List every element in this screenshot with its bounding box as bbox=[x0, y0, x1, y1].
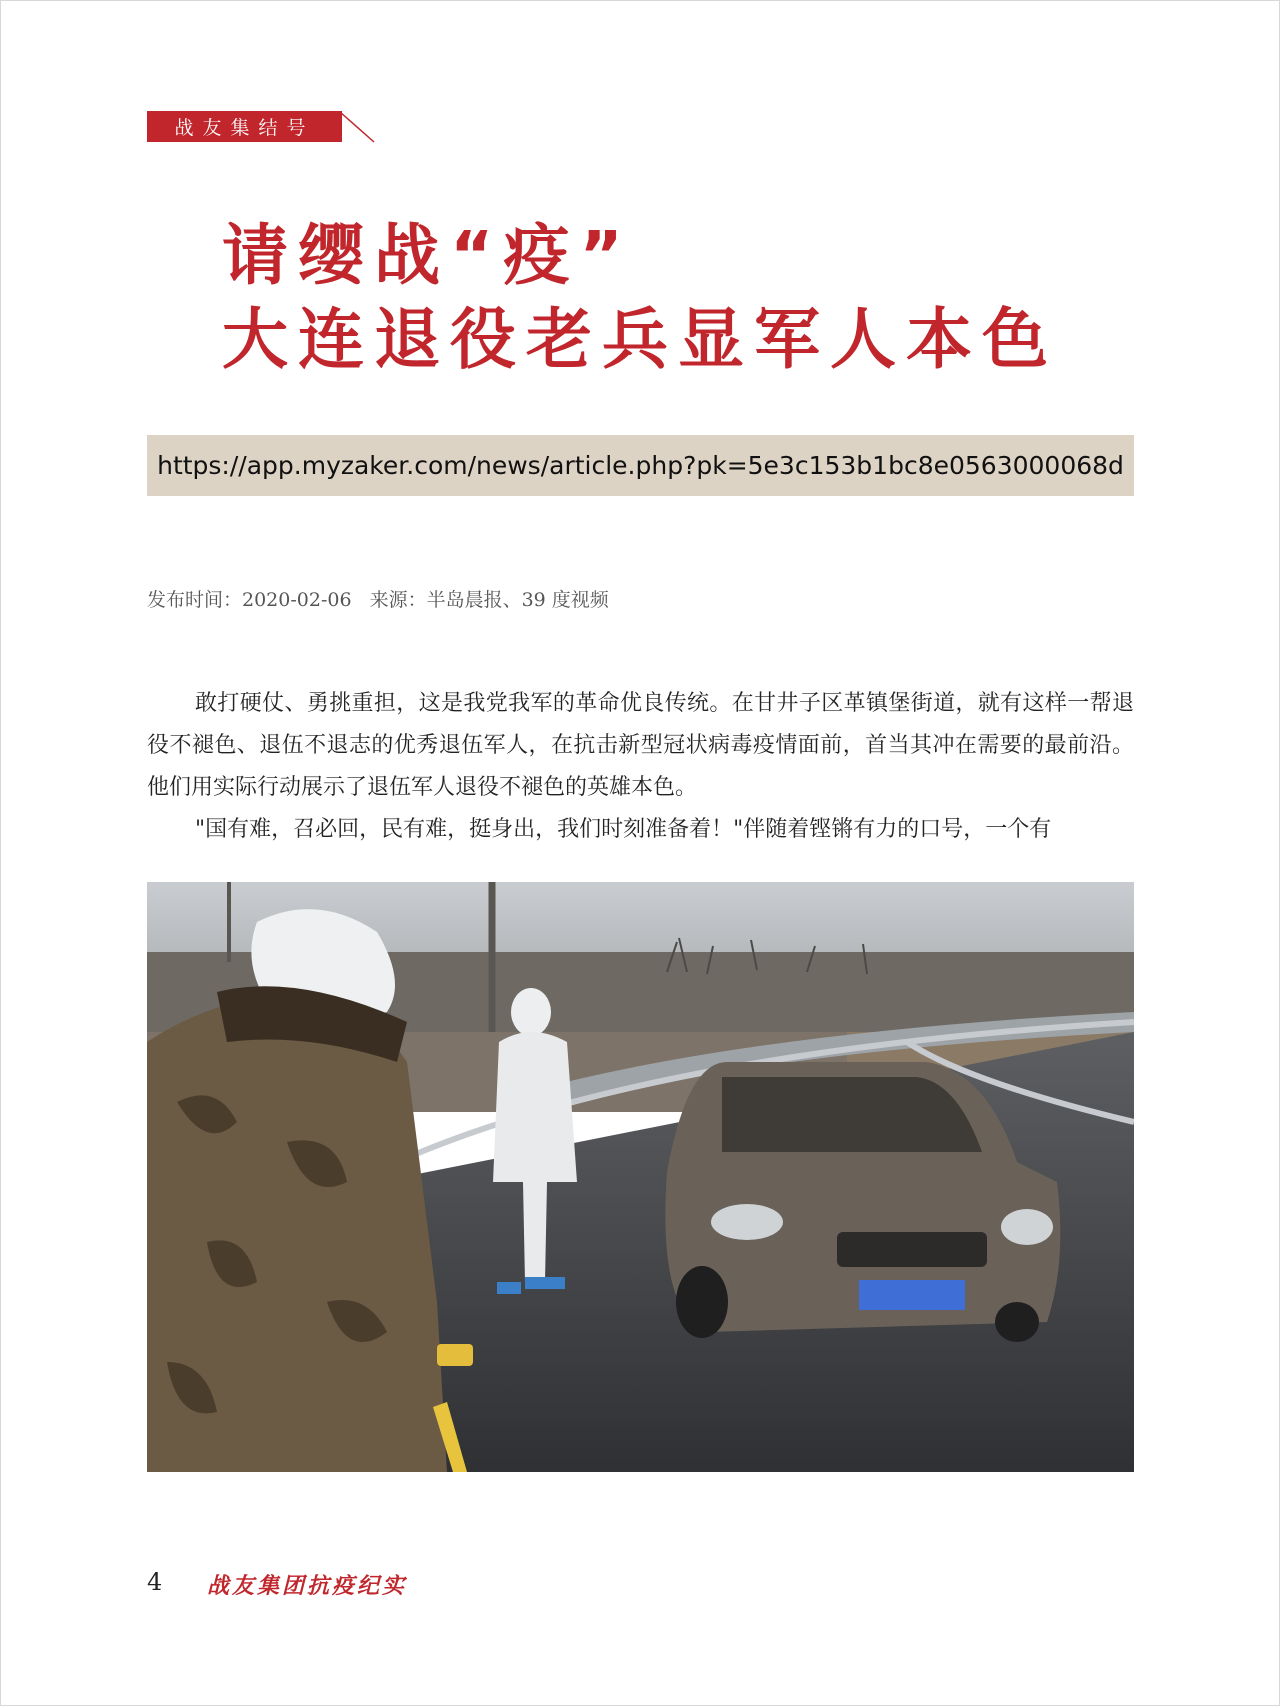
article-body bbox=[147, 683, 1134, 851]
page-number: 4 bbox=[147, 1568, 163, 1596]
title-line-2: 大连退役老兵显军人本色 bbox=[222, 301, 1058, 378]
paragraph: 敢打硬仗、勇挑重担，这是我党我军的革命优良传统。在甘井子区革镇堡街道，就有这样一帮退役不褪色、退伍不退志的优秀退伍军人，在抗击新型冠状病毒疫情面前，首当其冲在需要的最前沿。他们用实际行动展示了退伍军人退役不褪色的英雄本色。 bbox=[147, 691, 1134, 800]
article-meta bbox=[147, 585, 609, 612]
title-line-1: 请缨战“疫” bbox=[222, 217, 633, 294]
article-photo bbox=[147, 882, 1134, 1472]
publication-title: 战友集团抗疫纪实 bbox=[207, 1573, 408, 1599]
source-url[interactable]: https://app.myzaker.com/news/article.php?pk=5e3c153b1bc8e0563000068d bbox=[147, 435, 1134, 496]
publish-date: 发布时间：2020-02-06 bbox=[147, 589, 352, 611]
article-source: 来源：半岛晨报、39 度视频 bbox=[369, 589, 609, 611]
paragraph: "国有难，召必回，民有难，挺身出，我们时刻准备着！"伴随着铿锵有力的口号，一个有 bbox=[195, 817, 1052, 842]
tag-decoration bbox=[338, 110, 378, 144]
section-tag: 战友集结号 bbox=[147, 111, 342, 142]
article-title bbox=[222, 214, 1058, 382]
